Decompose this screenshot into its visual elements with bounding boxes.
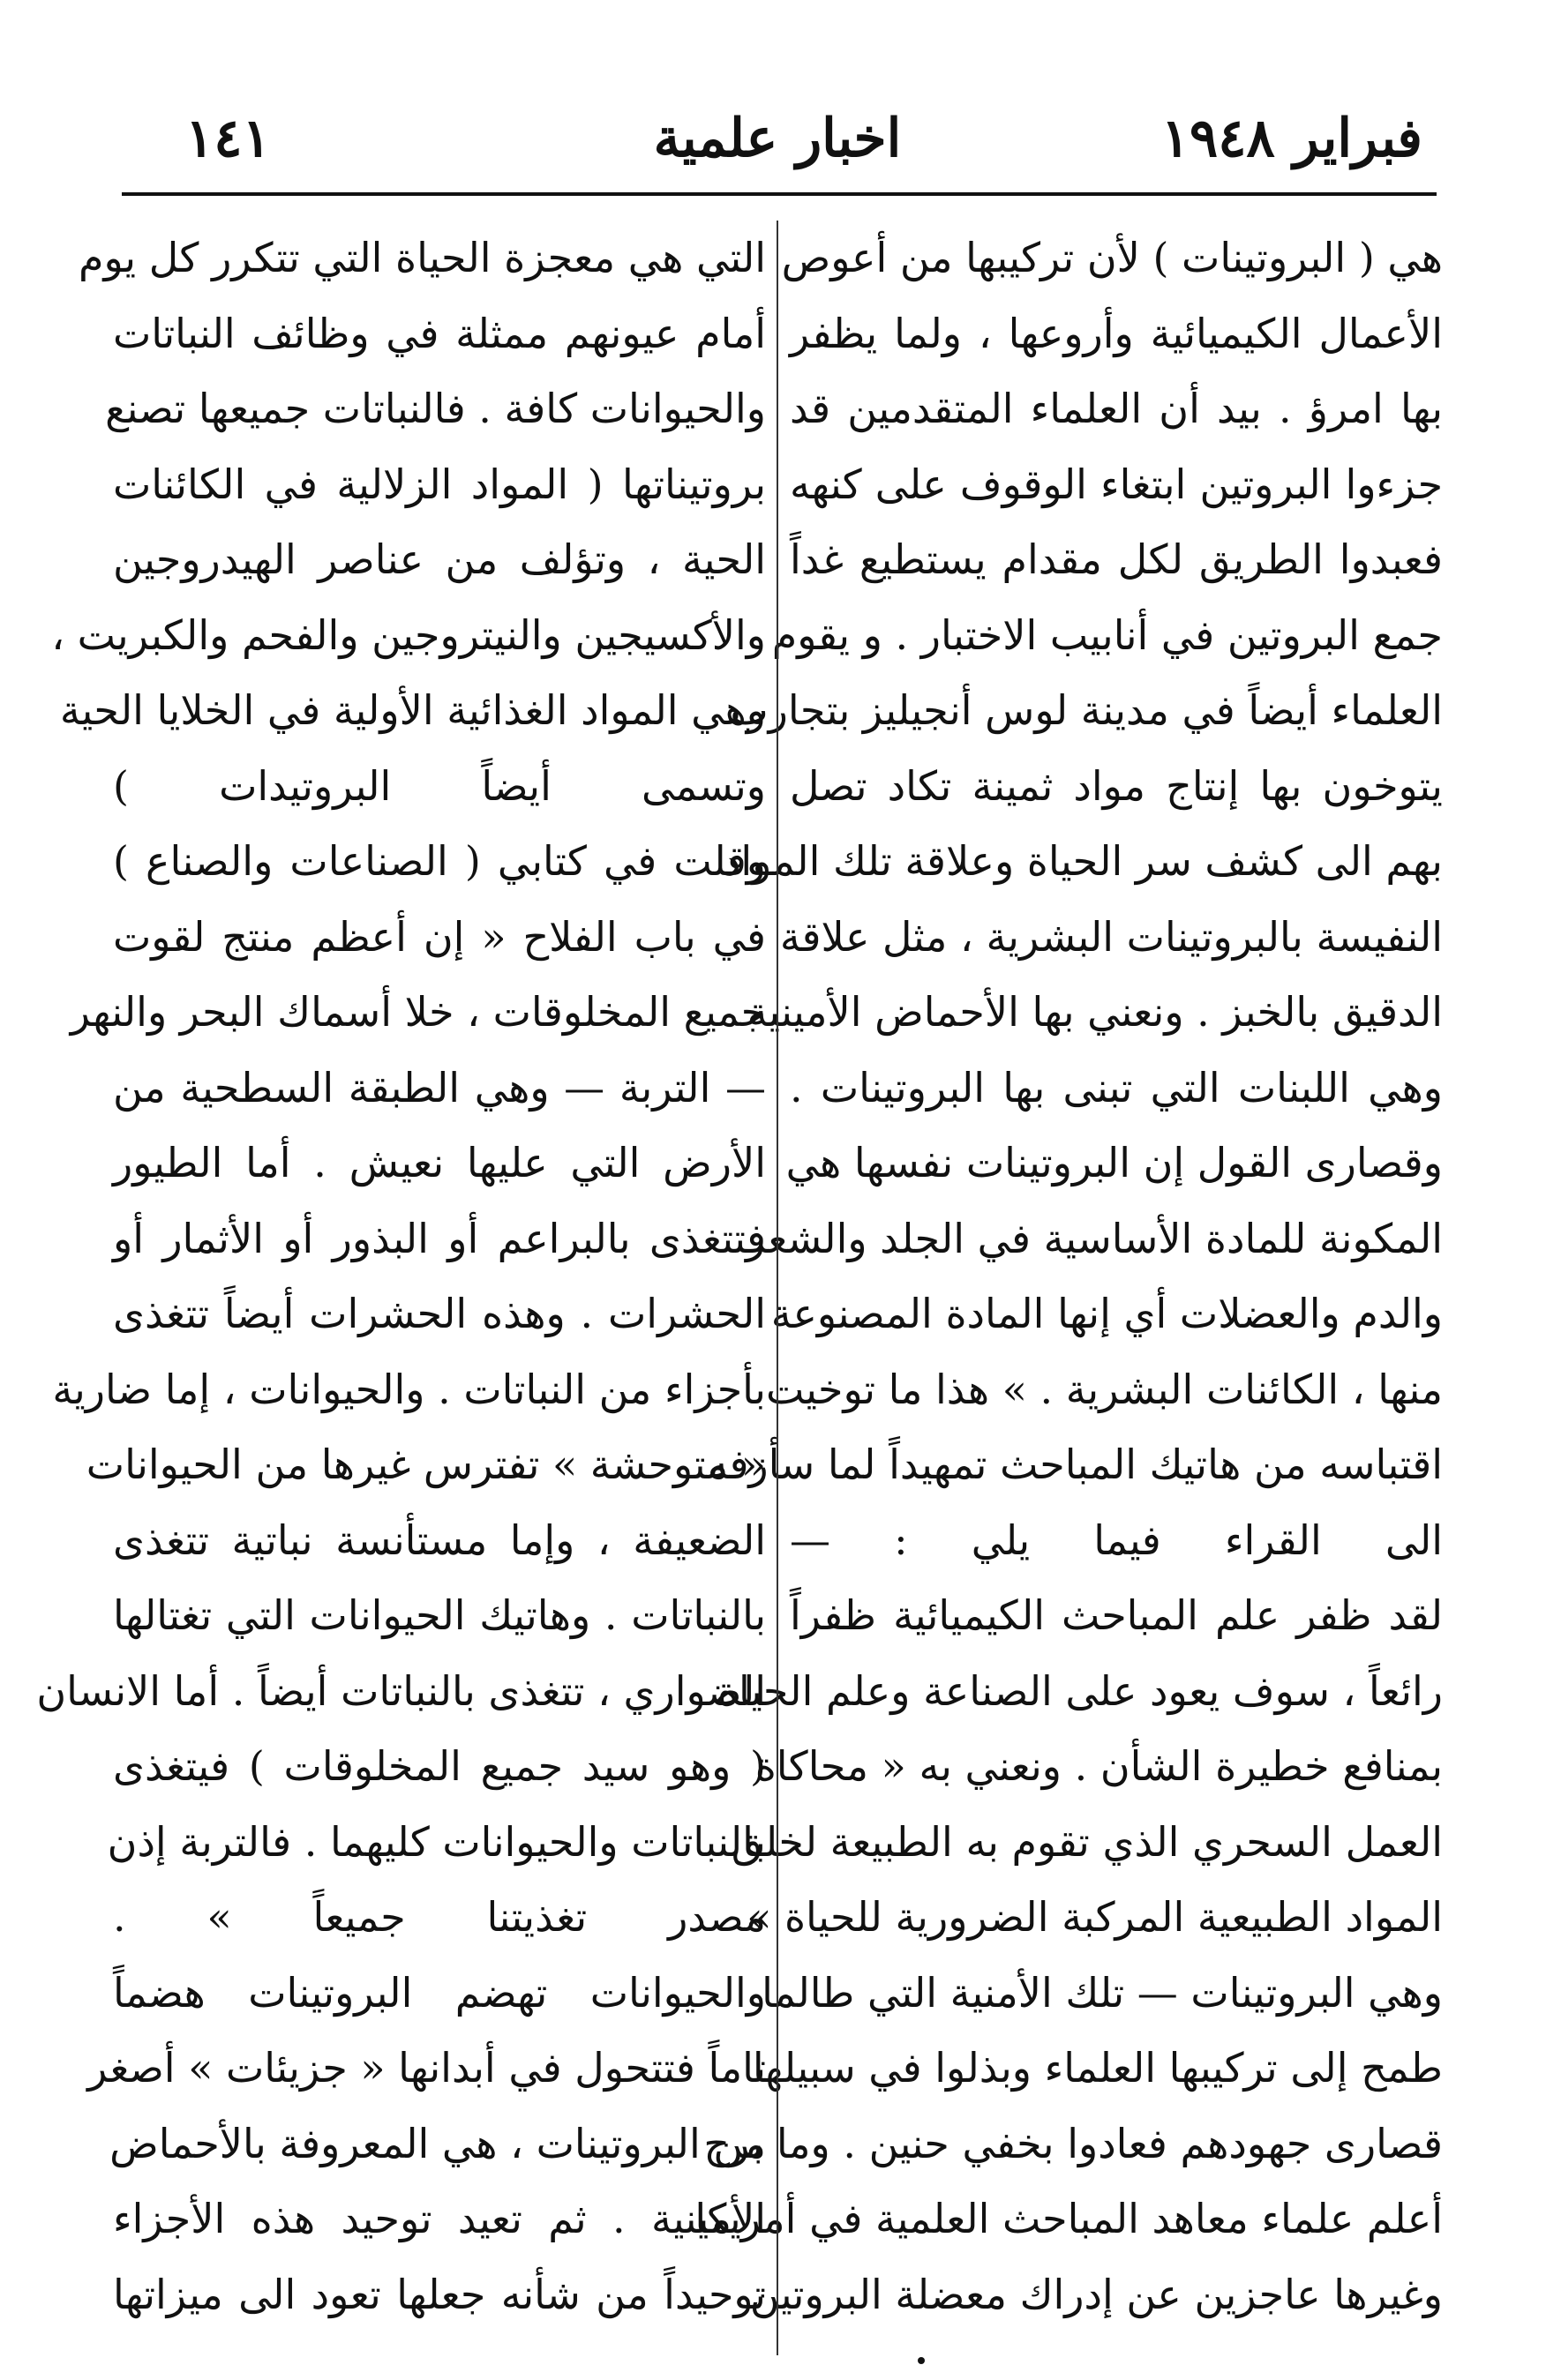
page-header [132, 99, 1422, 178]
text-line: تاماً فتتحول في أبدانها « جزيئات » أصغر [87, 2044, 766, 2092]
text-line: المكونة للمادة الأساسية في الجلد والشعر [745, 1214, 1443, 1262]
text-line: اقتباسه من هاتيك المباحث تمهيداً لما سأزفه [707, 1441, 1443, 1488]
text-line: وقلت في كتابي ( الصناعات والصناع ) [113, 837, 766, 885]
text-line: الضعيفة ، وإما مستأنسة نباتية تتغذى [113, 1516, 766, 1564]
text-line: « متوحشة » تفترس غيرها من الحيوانات [86, 1441, 766, 1488]
text-line: المواد الطبيعية المركبة الضرورية للحياة » [747, 1893, 1443, 1941]
text-line: التي هي معجزة الحياة التي تتكرر كل يوم [79, 234, 766, 281]
text-line: الحشرات . وهذه الحشرات أيضاً تتغذى [113, 1290, 766, 1337]
text-line: العمل السحري الذي تقوم به الطبيعة لخلق [731, 1817, 1443, 1866]
text-line: طمح إلى تركيبها العلماء وبذلوا في سبيلها [752, 2044, 1443, 2092]
text-line: الأمينية . ثم تعيد توحيد هذه الأجزاء [113, 2195, 766, 2242]
text-line: جميع المخلوقات ، خلا أسماك البحر والنهر [70, 988, 766, 1036]
text-line: وهي اللبنات التي تبنى بها البروتينات . [790, 1063, 1443, 1111]
text-line: — التربة — وهي الطبقة السطحية من [113, 1063, 766, 1111]
text-line: بالنباتات . وهاتيك الحيوانات التي تغتالها [113, 1591, 766, 1639]
text-line: فعبدوا الطريق لكل مقدام يستطيع غداً [790, 535, 1443, 583]
text-line: بالنباتات والحيوانات كليهما . فالتربة إذن [107, 1817, 766, 1866]
text-line: رائعاً ، سوف يعود على الصناعة وعلم الحياة [717, 1666, 1443, 1715]
text-line: الضواري ، تتغذى بالنباتات أيضاً . أما الانسان [36, 1666, 766, 1715]
issue-date: فبراير ١٩٤٨ [1160, 108, 1422, 169]
text-line: بأجزاء من النباتات . والحيوانات ، إما ضارية [52, 1365, 766, 1413]
text-line: وتسمى أيضاً البروتيدات ) [113, 761, 766, 810]
column-divider [777, 221, 778, 2355]
text-line: جمع البروتين في أنابيب الاختبار . و يقوم [771, 610, 1443, 659]
text-line: والدم والعضلات أي إنها المادة المصنوعة [770, 1290, 1443, 1337]
footer-mark [918, 2357, 925, 2364]
text-line: الحية ، وتؤلف من عناصر الهيدروجين [113, 535, 766, 583]
text-line: والحيوانات كافة . فالنباتات جميعها تصنع [105, 385, 766, 432]
text-line: فتتغذى بالبراعم أو البذور أو الأثمار أو [113, 1214, 766, 1262]
text-line: من البروتينات ، هي المعروفة بالأحماض [109, 2119, 766, 2167]
text-line: أعلم علماء معاهد المباحث العلمية في أمريكا [694, 2195, 1443, 2242]
text-line: هي ( البروتينات ) لأن تركيبها من أعوص [781, 234, 1443, 281]
text-line: الأرض التي عليها نعيش . أما الطيور [113, 1139, 766, 1186]
text-line: قصارى جهودهم فعادوا بخفي حنين . وما برح [703, 2119, 1443, 2167]
text-line: الى القراء فيما يلي : — [790, 1516, 1443, 1564]
text-line: وقصارى القول إن البروتينات نفسها هي [785, 1139, 1443, 1186]
text-line: العلماء أيضاً في مدينة لوس أنجيليز بتجارب [730, 686, 1443, 734]
text-line: الدقيق بالخبز . ونعني بها الأحماض الأمينية [747, 988, 1443, 1036]
text-line: أمام عيونهم ممثلة في وظائف النباتات [113, 309, 766, 357]
running-title: اخبار علمية [653, 108, 902, 169]
text-line: وهي البروتينات — تلك الأمنية التي طالما [762, 1968, 1443, 2017]
text-line: بروتيناتها ( المواد الزلالية في الكائنات [113, 460, 766, 508]
text-line: ( وهو سيد جميع المخلوقات ) فيتغذى [113, 1742, 766, 1790]
text-line: وهي المواد الغذائية الأولية في الخلايا الحية [59, 686, 766, 734]
page-number: ١٤١ [185, 108, 271, 169]
text-line: في باب الفلاح « إن أعظم منتج لقوت [113, 912, 766, 961]
text-line: منها ، الكائنات البشرية . » هذا ما توخيت [766, 1365, 1443, 1413]
text-line: جزءوا البروتين ابتغاء الوقوف على كنهه [790, 460, 1443, 508]
text-line: والأكسيجين والنيتروجين والفحم والكبريت ، [51, 610, 766, 659]
text-line: بمنافع خطيرة الشأن . ونعني به « محاكاة [754, 1742, 1443, 1790]
left-text-column [36, 221, 766, 2332]
header-rule [122, 192, 1437, 196]
text-line: بها امرؤ . بيد أن العلماء المتقدمين قد [790, 385, 1443, 432]
text-line: والحيوانات تهضم البروتينات هضماً [113, 1968, 766, 2017]
text-line: الأعمال الكيميائية وأروعها ، ولما يظفر [790, 309, 1443, 357]
right-text-column [694, 221, 1443, 2332]
text-line: توحيداً من شأنه جعلها تعود الى ميزاتها [113, 2270, 766, 2318]
text-line: مصدر تغذيتنا جميعاً » . [113, 1893, 766, 1941]
text-line: يتوخون بها إنتاج مواد ثمينة تكاد تصل [790, 761, 1443, 810]
text-line: وغيرها عاجزين عن إدراك معضلة البروتين [749, 2270, 1443, 2318]
text-line: بهم الى كشف سر الحياة وعلاقة تلك المواد [722, 837, 1443, 885]
text-line: لقد ظفر علم المباحث الكيميائية ظفراً [790, 1591, 1443, 1639]
text-line: النفيسة بالبروتينات البشرية ، مثل علاقة [779, 912, 1443, 961]
